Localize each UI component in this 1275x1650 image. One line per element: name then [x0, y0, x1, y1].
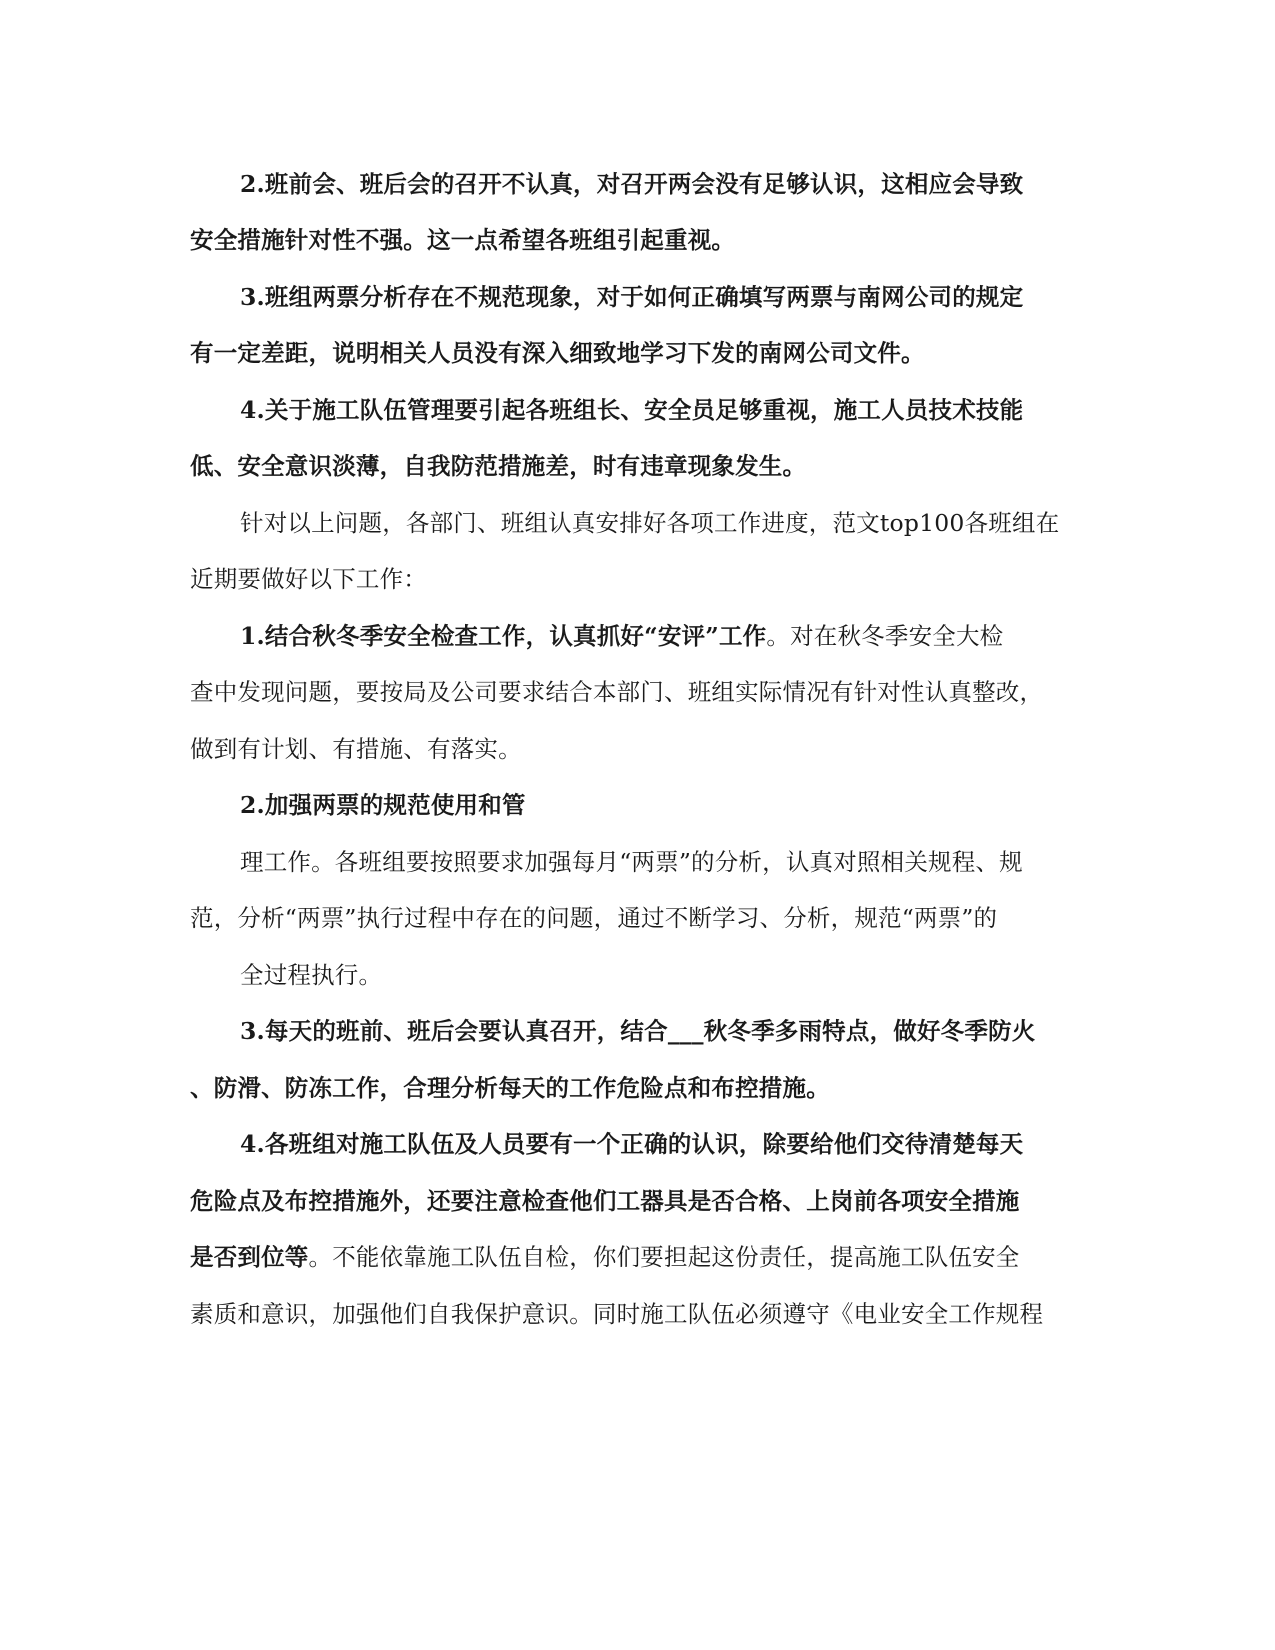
text-line [190, 729, 522, 769]
text-line [240, 164, 1023, 204]
normal-text: 查中发现问题，要按局及公司要求结合本部门、班组实际情况有针对性认真整改， [190, 678, 1044, 706]
text-line [240, 277, 1023, 317]
bold-text: 低、安全意识淡薄，自我防范措施差，时有违章现象发生。 [190, 452, 807, 480]
bold-text: 2.加强两票的规范使用和管 [240, 791, 526, 819]
bold-text: 、防滑、防冻工作，合理分析每天的工作危险点和布控措施。 [190, 1074, 830, 1102]
normal-text: 全过程执行。 [240, 961, 383, 989]
text-line [240, 842, 1023, 882]
text-line [190, 1237, 1020, 1277]
text-line [240, 616, 1003, 656]
text-line [190, 1068, 830, 1108]
text-line [190, 559, 427, 599]
text-line [240, 955, 382, 995]
normal-text: 。不能依靠施工队伍自检，你们要担起这份责任，提高施工队伍安全 [308, 1243, 1020, 1271]
bold-text: 有一定差距，说明相关人员没有深入细致地学习下发的南网公司文件。 [190, 339, 925, 367]
text-line [190, 1181, 1020, 1221]
normal-text: 范，分析“两票”执行过程中存在的问题，通过不断学习、分析，规范“两票”的 [190, 904, 998, 932]
bold-text: 1.结合秋冬季安全检查工作，认真抓好“安评”工作 [240, 622, 767, 650]
normal-text: 针对以上问题，各部门、班组认真安排好各项工作进度，范文top100各班组在 [240, 509, 1060, 537]
bold-text: 3.每天的班前、班后会要认真召开，结合___秋冬季多雨特点，做好冬季防火 [240, 1017, 1036, 1045]
text-line [190, 333, 925, 373]
text-line [240, 390, 1023, 430]
normal-text: 理工作。各班组要按照要求加强每月“两票”的分析，认真对照相关规程、规 [240, 848, 1023, 876]
bold-text: 4.关于施工队伍管理要引起各班组长、安全员足够重视，施工人员技术技能 [240, 396, 1024, 424]
normal-text: 做到有计划、有措施、有落实。 [190, 735, 522, 763]
normal-text: 。对在秋冬季安全大检 [766, 622, 1004, 650]
text-line [240, 1124, 1023, 1164]
bold-text: 是否到位等 [190, 1243, 309, 1271]
text-line [240, 1011, 1035, 1051]
text-line [190, 672, 1043, 712]
bold-text: 4.各班组对施工队伍及人员要有一个正确的认识，除要给他们交待清楚每天 [240, 1130, 1024, 1158]
text-line [190, 220, 735, 260]
text-line [190, 1294, 1043, 1334]
text-line [240, 785, 526, 825]
bold-text: 2.班前会、班后会的召开不认真，对召开两会没有足够认识，这相应会导致 [240, 170, 1024, 198]
text-line [190, 446, 806, 486]
normal-text: 素质和意识，加强他们自我保护意识。同时施工队伍必须遵守《电业安全工作规程 [190, 1300, 1044, 1328]
normal-text: 近期要做好以下工作： [190, 565, 427, 593]
bold-text: 安全措施针对性不强。这一点希望各班组引起重视。 [190, 226, 736, 254]
text-line [190, 898, 997, 938]
text-line [240, 503, 1059, 543]
bold-text: 危险点及布控措施外，还要注意检查他们工器具是否合格、上岗前各项安全措施 [190, 1187, 1020, 1215]
bold-text: 3.班组两票分析存在不规范现象，对于如何正确填写两票与南网公司的规定 [240, 283, 1024, 311]
